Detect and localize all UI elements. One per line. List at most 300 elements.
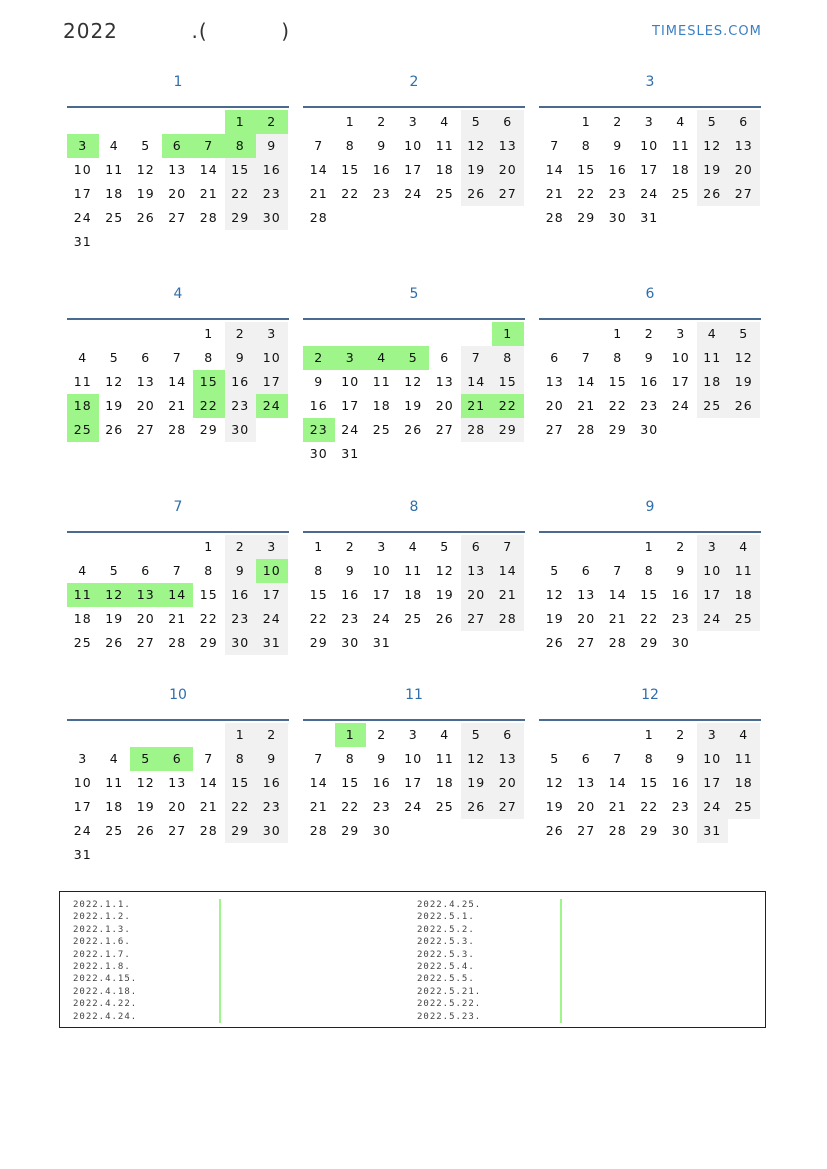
day-cell[interactable]: 11	[728, 559, 760, 583]
brand-logo-text[interactable]: TIMESLES.COM	[652, 24, 762, 39]
day-cell[interactable]: 15	[225, 158, 257, 182]
day-cell[interactable]: 18	[404, 587, 423, 602]
day-cell[interactable]: 18	[728, 771, 760, 795]
day-cell[interactable]: 7	[581, 350, 591, 365]
day-cell[interactable]: 1	[581, 114, 591, 129]
day-cell[interactable]: 5	[141, 138, 151, 153]
day-cell[interactable]: 13	[728, 134, 760, 158]
day-cell[interactable]: 4	[78, 563, 88, 578]
day-cell[interactable]: 22	[225, 795, 257, 819]
day-cell[interactable]: 12	[136, 775, 155, 790]
day-cell[interactable]: 26	[461, 182, 493, 206]
day-cell[interactable]: 4	[109, 751, 119, 766]
day-cell[interactable]: 12	[105, 374, 124, 389]
day-cell[interactable]: 5	[109, 563, 119, 578]
day-cell[interactable]: 4	[728, 723, 760, 747]
day-cell[interactable]: 16	[309, 398, 328, 413]
day-cell[interactable]: 23	[372, 799, 391, 814]
day-cell[interactable]: 22	[608, 398, 627, 413]
day-cell[interactable]: 3	[256, 322, 288, 346]
day-cell[interactable]: 15	[309, 587, 328, 602]
day-cell[interactable]: 6	[141, 350, 151, 365]
day-cell[interactable]: 28	[608, 635, 627, 650]
day-cell[interactable]: 29	[309, 635, 328, 650]
day-cell[interactable]: 29	[199, 635, 218, 650]
day-cell[interactable]: 7	[613, 751, 623, 766]
day-cell[interactable]: 25	[73, 635, 92, 650]
day-cell[interactable]: 11	[728, 747, 760, 771]
day-cell[interactable]: 21	[492, 583, 524, 607]
day-cell[interactable]: 7	[193, 134, 225, 158]
day-cell[interactable]: 27	[577, 823, 596, 838]
day-cell[interactable]: 21	[545, 186, 564, 201]
day-cell[interactable]: 15	[341, 775, 360, 790]
day-cell[interactable]: 2	[256, 110, 288, 134]
day-cell[interactable]: 19	[404, 398, 423, 413]
day-cell[interactable]: 6	[461, 535, 493, 559]
day-cell[interactable]: 23	[608, 186, 627, 201]
day-cell[interactable]: 17	[404, 162, 423, 177]
day-cell[interactable]: 1	[644, 539, 654, 554]
day-cell[interactable]: 26	[461, 795, 493, 819]
day-cell[interactable]: 3	[78, 751, 88, 766]
day-cell[interactable]: 28	[545, 210, 564, 225]
day-cell[interactable]: 16	[256, 771, 288, 795]
day-cell[interactable]: 24	[404, 186, 423, 201]
day-cell[interactable]: 8	[345, 751, 355, 766]
day-cell[interactable]: 6	[492, 110, 524, 134]
day-cell[interactable]: 2	[644, 326, 654, 341]
day-cell[interactable]: 24	[697, 795, 729, 819]
day-cell[interactable]: 16	[372, 775, 391, 790]
day-cell[interactable]: 18	[435, 775, 454, 790]
day-cell[interactable]: 13	[130, 583, 162, 607]
day-cell[interactable]: 13	[492, 747, 524, 771]
day-cell[interactable]: 11	[105, 162, 124, 177]
day-cell[interactable]: 30	[671, 823, 690, 838]
day-cell[interactable]: 4	[408, 539, 418, 554]
day-cell[interactable]: 10	[73, 162, 92, 177]
day-cell[interactable]: 3	[256, 535, 288, 559]
day-cell[interactable]: 11	[697, 346, 729, 370]
day-cell[interactable]: 3	[644, 114, 654, 129]
day-cell[interactable]: 15	[640, 775, 659, 790]
day-cell[interactable]: 17	[640, 162, 659, 177]
day-cell[interactable]: 12	[99, 583, 131, 607]
day-cell[interactable]: 23	[372, 186, 391, 201]
day-cell[interactable]: 14	[162, 583, 194, 607]
day-cell[interactable]: 22	[640, 799, 659, 814]
day-cell[interactable]: 10	[256, 559, 288, 583]
day-cell[interactable]: 2	[225, 535, 257, 559]
day-cell[interactable]: 24	[697, 607, 729, 631]
day-cell[interactable]: 13	[577, 587, 596, 602]
day-cell[interactable]: 25	[697, 394, 729, 418]
day-cell[interactable]: 20	[136, 611, 155, 626]
day-cell[interactable]: 17	[256, 370, 288, 394]
day-cell[interactable]: 9	[676, 751, 686, 766]
day-cell[interactable]: 20	[577, 611, 596, 626]
day-cell[interactable]: 26	[728, 394, 760, 418]
day-cell[interactable]: 3	[335, 346, 367, 370]
day-cell[interactable]: 25	[435, 799, 454, 814]
day-cell[interactable]: 8	[644, 751, 654, 766]
day-cell[interactable]: 8	[492, 346, 524, 370]
day-cell[interactable]: 24	[671, 398, 690, 413]
day-cell[interactable]: 25	[435, 186, 454, 201]
day-cell[interactable]: 18	[435, 162, 454, 177]
day-cell[interactable]: 30	[256, 206, 288, 230]
day-cell[interactable]: 14	[577, 374, 596, 389]
day-cell[interactable]: 5	[440, 539, 450, 554]
day-cell[interactable]: 15	[199, 587, 218, 602]
day-cell[interactable]: 4	[440, 727, 450, 742]
day-cell[interactable]: 19	[697, 158, 729, 182]
day-cell[interactable]: 10	[404, 751, 423, 766]
day-cell[interactable]: 11	[67, 583, 99, 607]
day-cell[interactable]: 12	[461, 134, 493, 158]
day-cell[interactable]: 11	[671, 138, 690, 153]
day-cell[interactable]: 24	[73, 210, 92, 225]
day-cell[interactable]: 1	[225, 723, 257, 747]
day-cell[interactable]: 21	[168, 398, 187, 413]
day-cell[interactable]: 27	[136, 635, 155, 650]
day-cell[interactable]: 7	[550, 138, 560, 153]
day-cell[interactable]: 26	[105, 422, 124, 437]
day-cell[interactable]: 25	[728, 607, 760, 631]
day-cell[interactable]: 7	[314, 751, 324, 766]
day-cell[interactable]: 14	[608, 775, 627, 790]
day-cell[interactable]: 6	[440, 350, 450, 365]
day-cell[interactable]: 25	[67, 418, 99, 442]
day-cell[interactable]: 11	[73, 374, 92, 389]
day-cell[interactable]: 19	[105, 398, 124, 413]
day-cell[interactable]: 14	[545, 162, 564, 177]
day-cell[interactable]: 19	[435, 587, 454, 602]
day-cell[interactable]: 9	[225, 559, 257, 583]
day-cell[interactable]: 27	[136, 422, 155, 437]
day-cell[interactable]: 27	[435, 422, 454, 437]
day-cell[interactable]: 2	[676, 539, 686, 554]
day-cell[interactable]: 20	[492, 158, 524, 182]
day-cell[interactable]: 13	[545, 374, 564, 389]
day-cell[interactable]: 1	[225, 110, 257, 134]
day-cell[interactable]: 24	[404, 799, 423, 814]
day-cell[interactable]: 8	[345, 138, 355, 153]
day-cell[interactable]: 5	[697, 110, 729, 134]
day-cell[interactable]: 16	[608, 162, 627, 177]
day-cell[interactable]: 16	[640, 374, 659, 389]
day-cell[interactable]: 26	[697, 182, 729, 206]
day-cell[interactable]: 2	[303, 346, 335, 370]
day-cell[interactable]: 7	[172, 350, 182, 365]
day-cell[interactable]: 28	[492, 607, 524, 631]
day-cell[interactable]: 11	[372, 374, 391, 389]
day-cell[interactable]: 1	[314, 539, 324, 554]
day-cell[interactable]: 20	[545, 398, 564, 413]
day-cell[interactable]: 25	[105, 210, 124, 225]
day-cell[interactable]: 31	[256, 631, 288, 655]
day-cell[interactable]: 18	[105, 186, 124, 201]
day-cell[interactable]: 29	[225, 206, 257, 230]
day-cell[interactable]: 22	[199, 611, 218, 626]
day-cell[interactable]: 12	[404, 374, 423, 389]
day-cell[interactable]: 28	[577, 422, 596, 437]
day-cell[interactable]: 10	[341, 374, 360, 389]
day-cell[interactable]: 4	[676, 114, 686, 129]
day-cell[interactable]: 21	[577, 398, 596, 413]
day-cell[interactable]: 29	[199, 422, 218, 437]
day-cell[interactable]: 13	[461, 559, 493, 583]
day-cell[interactable]: 15	[492, 370, 524, 394]
day-cell[interactable]: 29	[341, 823, 360, 838]
day-cell[interactable]: 3	[697, 535, 729, 559]
day-cell[interactable]: 12	[545, 775, 564, 790]
day-cell[interactable]: 31	[640, 210, 659, 225]
day-cell[interactable]: 15	[608, 374, 627, 389]
day-cell[interactable]: 14	[461, 370, 493, 394]
day-cell[interactable]: 19	[545, 611, 564, 626]
day-cell[interactable]: 8	[204, 563, 214, 578]
day-cell[interactable]: 5	[550, 563, 560, 578]
day-cell[interactable]: 2	[377, 114, 387, 129]
day-cell[interactable]: 28	[199, 210, 218, 225]
day-cell[interactable]: 27	[168, 823, 187, 838]
day-cell[interactable]: 31	[697, 819, 729, 843]
day-cell[interactable]: 11	[435, 751, 454, 766]
day-cell[interactable]: 21	[309, 799, 328, 814]
day-cell[interactable]: 27	[461, 607, 493, 631]
day-cell[interactable]: 31	[341, 446, 360, 461]
day-cell[interactable]: 30	[256, 819, 288, 843]
day-cell[interactable]: 19	[136, 799, 155, 814]
day-cell[interactable]: 9	[644, 350, 654, 365]
day-cell[interactable]: 12	[728, 346, 760, 370]
day-cell[interactable]: 22	[341, 799, 360, 814]
day-cell[interactable]: 29	[640, 823, 659, 838]
day-cell[interactable]: 17	[404, 775, 423, 790]
day-cell[interactable]: 20	[168, 799, 187, 814]
day-cell[interactable]: 8	[613, 350, 623, 365]
day-cell[interactable]: 29	[577, 210, 596, 225]
day-cell[interactable]: 10	[697, 747, 729, 771]
day-cell[interactable]: 7	[613, 563, 623, 578]
day-cell[interactable]: 15	[193, 370, 225, 394]
day-cell[interactable]: 5	[461, 723, 493, 747]
day-cell[interactable]: 7	[461, 346, 493, 370]
day-cell[interactable]: 6	[492, 723, 524, 747]
day-cell[interactable]: 19	[461, 158, 493, 182]
day-cell[interactable]: 7	[204, 751, 214, 766]
day-cell[interactable]: 21	[199, 799, 218, 814]
day-cell[interactable]: 10	[640, 138, 659, 153]
day-cell[interactable]: 4	[78, 350, 88, 365]
day-cell[interactable]: 21	[309, 186, 328, 201]
day-cell[interactable]: 9	[345, 563, 355, 578]
day-cell[interactable]: 26	[136, 210, 155, 225]
day-cell[interactable]: 16	[256, 158, 288, 182]
day-cell[interactable]: 30	[372, 823, 391, 838]
day-cell[interactable]: 15	[225, 771, 257, 795]
day-cell[interactable]: 3	[408, 114, 418, 129]
day-cell[interactable]: 14	[168, 374, 187, 389]
day-cell[interactable]: 13	[577, 775, 596, 790]
day-cell[interactable]: 2	[613, 114, 623, 129]
day-cell[interactable]: 14	[199, 162, 218, 177]
day-cell[interactable]: 13	[168, 775, 187, 790]
day-cell[interactable]: 10	[73, 775, 92, 790]
day-cell[interactable]: 19	[461, 771, 493, 795]
day-cell[interactable]: 4	[728, 535, 760, 559]
day-cell[interactable]: 1	[613, 326, 623, 341]
day-cell[interactable]: 8	[581, 138, 591, 153]
day-cell[interactable]: 29	[225, 819, 257, 843]
day-cell[interactable]: 24	[73, 823, 92, 838]
day-cell[interactable]: 8	[644, 563, 654, 578]
day-cell[interactable]: 2	[377, 727, 387, 742]
day-cell[interactable]: 2	[345, 539, 355, 554]
day-cell[interactable]: 20	[492, 771, 524, 795]
day-cell[interactable]: 5	[550, 751, 560, 766]
day-cell[interactable]: 2	[225, 322, 257, 346]
day-cell[interactable]: 19	[545, 799, 564, 814]
day-cell[interactable]: 3	[377, 539, 387, 554]
day-cell[interactable]: 24	[640, 186, 659, 201]
day-cell[interactable]: 15	[577, 162, 596, 177]
day-cell[interactable]: 23	[256, 795, 288, 819]
day-cell[interactable]: 2	[676, 727, 686, 742]
day-cell[interactable]: 25	[105, 823, 124, 838]
day-cell[interactable]: 22	[225, 182, 257, 206]
day-cell[interactable]: 18	[671, 162, 690, 177]
day-cell[interactable]: 5	[728, 322, 760, 346]
day-cell[interactable]: 9	[676, 563, 686, 578]
day-cell[interactable]: 17	[73, 799, 92, 814]
day-cell[interactable]: 10	[697, 559, 729, 583]
day-cell[interactable]: 13	[136, 374, 155, 389]
day-cell[interactable]: 27	[728, 182, 760, 206]
day-cell[interactable]: 1	[335, 723, 367, 747]
day-cell[interactable]: 12	[461, 747, 493, 771]
day-cell[interactable]: 21	[168, 611, 187, 626]
day-cell[interactable]: 20	[728, 158, 760, 182]
day-cell[interactable]: 23	[303, 418, 335, 442]
day-cell[interactable]: 30	[225, 418, 257, 442]
day-cell[interactable]: 8	[204, 350, 214, 365]
day-cell[interactable]: 22	[193, 394, 225, 418]
day-cell[interactable]: 17	[372, 587, 391, 602]
day-cell[interactable]: 26	[545, 823, 564, 838]
day-cell[interactable]: 23	[225, 394, 257, 418]
day-cell[interactable]: 13	[492, 134, 524, 158]
day-cell[interactable]: 19	[105, 611, 124, 626]
day-cell[interactable]: 14	[199, 775, 218, 790]
day-cell[interactable]: 31	[73, 234, 92, 249]
day-cell[interactable]: 20	[136, 398, 155, 413]
day-cell[interactable]: 30	[671, 635, 690, 650]
day-cell[interactable]: 18	[697, 370, 729, 394]
day-cell[interactable]: 22	[492, 394, 524, 418]
day-cell[interactable]: 7	[314, 138, 324, 153]
day-cell[interactable]: 15	[640, 587, 659, 602]
day-cell[interactable]: 17	[697, 771, 729, 795]
day-cell[interactable]: 23	[341, 611, 360, 626]
day-cell[interactable]: 29	[640, 635, 659, 650]
day-cell[interactable]: 28	[168, 635, 187, 650]
day-cell[interactable]: 6	[728, 110, 760, 134]
day-cell[interactable]: 26	[136, 823, 155, 838]
day-cell[interactable]: 10	[671, 350, 690, 365]
day-cell[interactable]: 24	[341, 422, 360, 437]
day-cell[interactable]: 15	[341, 162, 360, 177]
day-cell[interactable]: 1	[492, 322, 524, 346]
day-cell[interactable]: 20	[168, 186, 187, 201]
day-cell[interactable]: 6	[550, 350, 560, 365]
day-cell[interactable]: 28	[309, 210, 328, 225]
day-cell[interactable]: 30	[608, 210, 627, 225]
day-cell[interactable]: 28	[168, 422, 187, 437]
day-cell[interactable]: 22	[309, 611, 328, 626]
day-cell[interactable]: 27	[492, 182, 524, 206]
day-cell[interactable]: 6	[141, 563, 151, 578]
day-cell[interactable]: 20	[577, 799, 596, 814]
day-cell[interactable]: 23	[640, 398, 659, 413]
day-cell[interactable]: 9	[613, 138, 623, 153]
day-cell[interactable]: 11	[435, 138, 454, 153]
day-cell[interactable]: 8	[314, 563, 324, 578]
day-cell[interactable]: 9	[256, 134, 288, 158]
day-cell[interactable]: 6	[162, 747, 194, 771]
day-cell[interactable]: 29	[608, 422, 627, 437]
day-cell[interactable]: 17	[697, 583, 729, 607]
day-cell[interactable]: 27	[168, 210, 187, 225]
day-cell[interactable]: 2	[256, 723, 288, 747]
day-cell[interactable]: 18	[728, 583, 760, 607]
day-cell[interactable]: 16	[341, 587, 360, 602]
day-cell[interactable]: 17	[73, 186, 92, 201]
day-cell[interactable]: 25	[728, 795, 760, 819]
day-cell[interactable]: 4	[697, 322, 729, 346]
day-cell[interactable]: 18	[372, 398, 391, 413]
day-cell[interactable]: 25	[404, 611, 423, 626]
day-cell[interactable]: 27	[545, 422, 564, 437]
day-cell[interactable]: 28	[461, 418, 493, 442]
day-cell[interactable]: 25	[671, 186, 690, 201]
day-cell[interactable]: 23	[671, 611, 690, 626]
day-cell[interactable]: 12	[545, 587, 564, 602]
day-cell[interactable]: 1	[204, 539, 214, 554]
day-cell[interactable]: 27	[577, 635, 596, 650]
day-cell[interactable]: 21	[199, 186, 218, 201]
day-cell[interactable]: 16	[671, 775, 690, 790]
day-cell[interactable]: 5	[398, 346, 430, 370]
day-cell[interactable]: 4	[366, 346, 398, 370]
day-cell[interactable]: 29	[492, 418, 524, 442]
day-cell[interactable]: 6	[581, 563, 591, 578]
day-cell[interactable]: 14	[492, 559, 524, 583]
day-cell[interactable]: 27	[492, 795, 524, 819]
day-cell[interactable]: 9	[225, 346, 257, 370]
day-cell[interactable]: 11	[404, 563, 423, 578]
day-cell[interactable]: 16	[372, 162, 391, 177]
day-cell[interactable]: 6	[162, 134, 194, 158]
day-cell[interactable]: 3	[408, 727, 418, 742]
day-cell[interactable]: 5	[109, 350, 119, 365]
day-cell[interactable]: 26	[435, 611, 454, 626]
day-cell[interactable]: 22	[577, 186, 596, 201]
day-cell[interactable]: 30	[309, 446, 328, 461]
day-cell[interactable]: 19	[728, 370, 760, 394]
